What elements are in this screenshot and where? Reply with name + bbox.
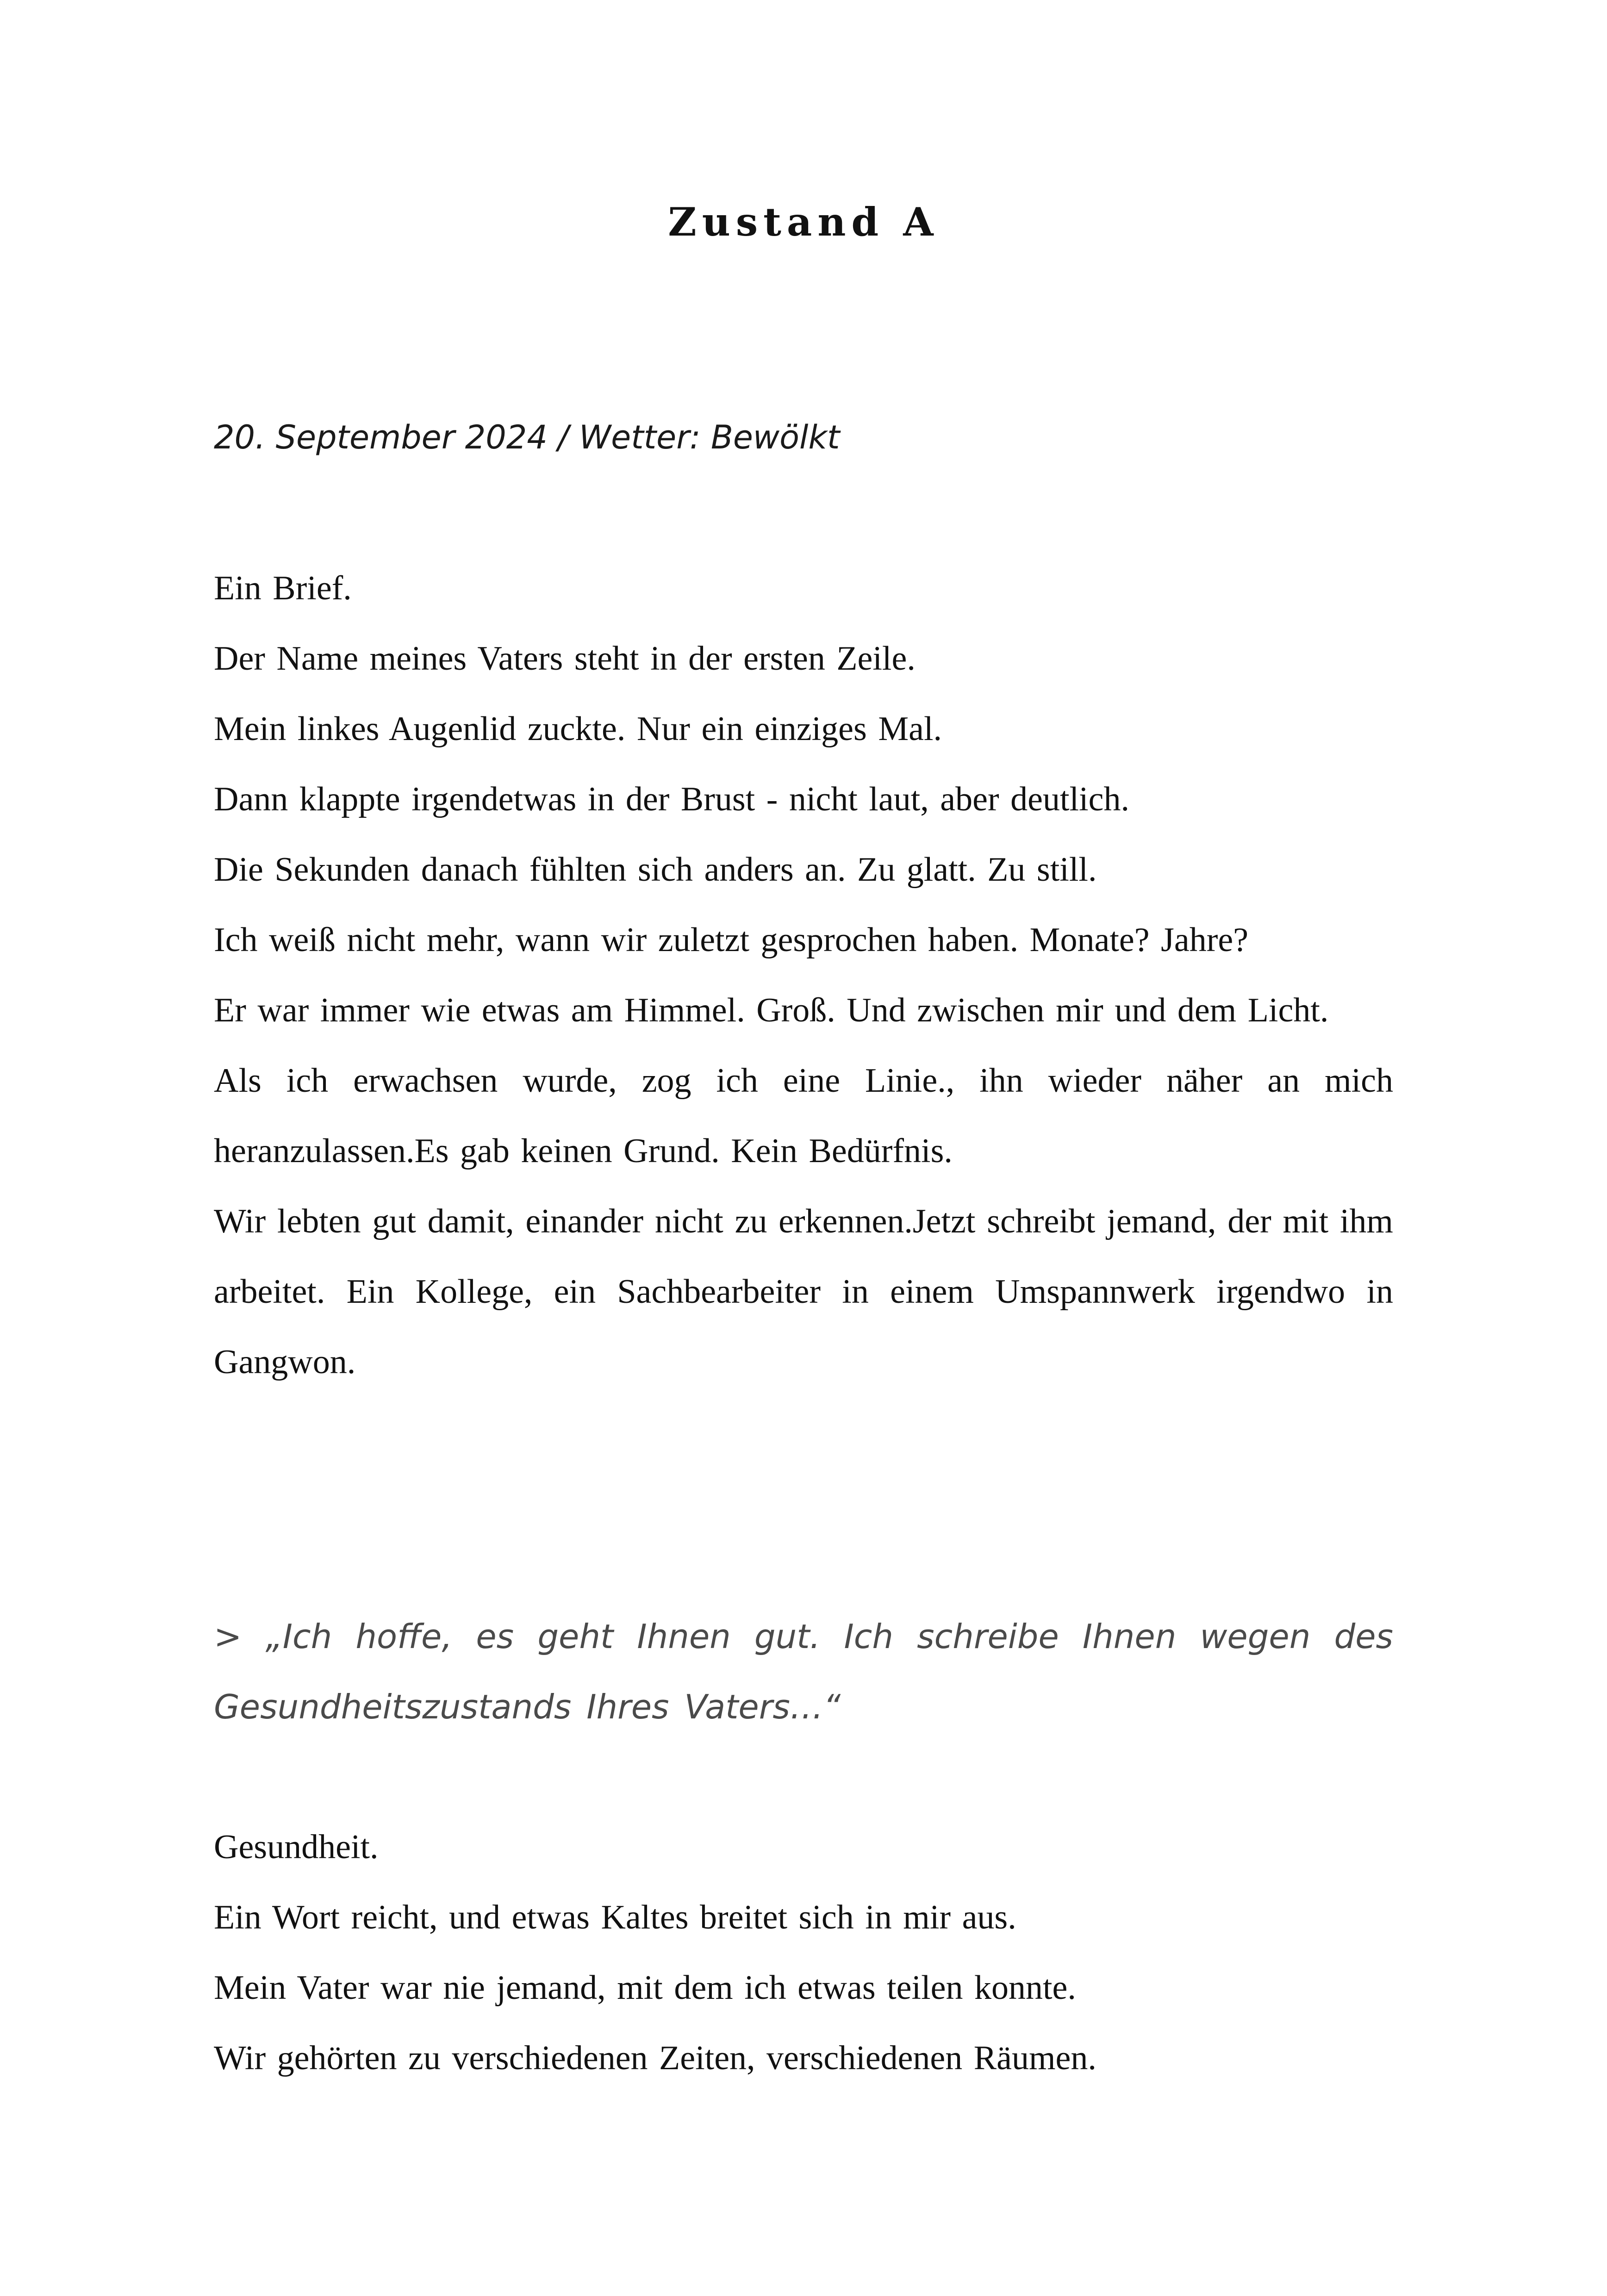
body-line: Der Name meines Vaters steht in der ersten Zeile. <box>214 640 916 678</box>
body-line: Die Sekunden danach fühlten sich anders an. Zu glatt. Zu still. <box>214 851 1097 889</box>
body-section-2 <box>214 1812 1393 2093</box>
body-line: Als ich erwachsen wurde, zog ich eine Linie., ihn wieder näher an mich heranzulassen.Es gab keinen Grund. Kein Bedürfnis. <box>214 1062 1393 1170</box>
body-line: Ein Wort reicht, und etwas Kaltes breitet sich in mir aus. <box>214 1898 1016 1936</box>
body-line: Mein linkes Augenlid zuckte. Nur ein einziges Mal. <box>214 710 942 748</box>
document-title: Zustand A <box>668 199 939 245</box>
body-line: Dann klappte irgendetwas in der Brust - nicht laut, aber deutlich. <box>214 780 1129 818</box>
body-line: Er war immer wie etwas am Himmel. Groß. Und zwischen mir und dem Licht. <box>214 991 1329 1029</box>
letter-quote: > „Ich hoffe, es geht Ihnen gut. Ich schreibe Ihnen wegen des Gesundheitszustands Ihres Vaters…“ <box>214 1617 1393 1726</box>
body-line: Ein Brief. <box>214 569 352 607</box>
body-line: Gesundheit. <box>214 1828 379 1866</box>
body-line: Wir lebten gut damit, einander nicht zu erkennen.Jetzt schreibt jemand, der mit ihm arbeitet. Ein Kollege, ein Sachbearbeiter in einem Umspannwerk irgendwo in Gangwon. <box>214 1202 1393 1381</box>
body-line: Wir gehörten zu verschiedenen Zeiten, verschiedenen Räumen. <box>214 2039 1096 2077</box>
body-line: Ich weiß nicht mehr, wann wir zuletzt gesprochen haben. Monate? Jahre? <box>214 921 1249 959</box>
body-section-1 <box>214 553 1393 1397</box>
entry-date-weather: 20. September 2024 / Wetter: Bewölkt <box>214 418 840 456</box>
body-line: Mein Vater war nie jemand, mit dem ich etwas teilen konnte. <box>214 1969 1076 2007</box>
